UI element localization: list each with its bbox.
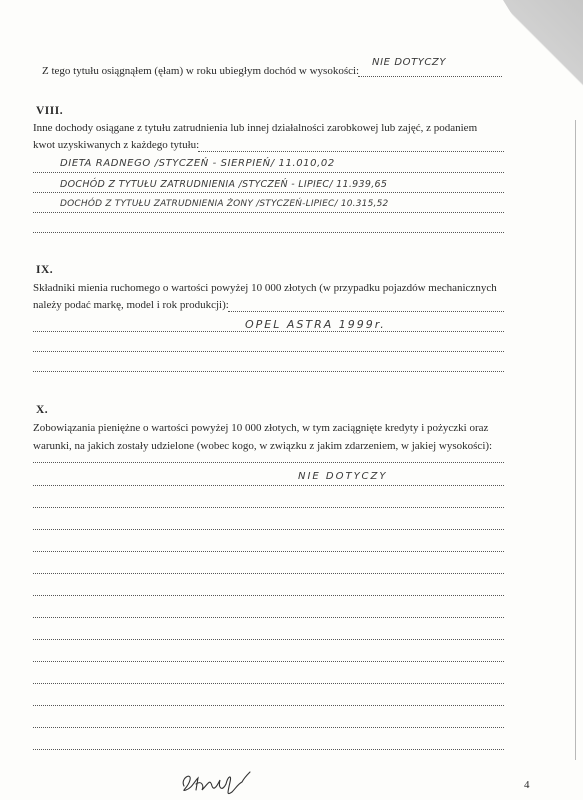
section-x-heading: X. <box>36 404 49 416</box>
section-viii-answer-3: DOCHÓD Z TYTUŁU ZATRUDNIENIA ŻONY /STYCZEŃ-LIPIEC/ 10.315,52 <box>60 199 389 209</box>
section-x-dotted-line <box>33 507 504 508</box>
section-x-answer: NIE DOTYCZY <box>298 471 388 482</box>
page-number: 4 <box>524 779 530 791</box>
section-viii-dotted-line <box>33 172 504 173</box>
section-viii-answer-2: DOCHÓD Z TYTUŁU ZATRUDNIENIA /STYCZEŃ - LIPIEC/ 11.939,65 <box>60 179 388 190</box>
section-x-text-line1: Zobowiązania pieniężne o wartości powyżej 10 000 złotych, w tym zaciągnięte kredyty i pożyczki oraz <box>33 422 489 434</box>
section-x-dotted-line <box>33 551 504 552</box>
income-answer: NIE DOTYCZY <box>372 57 447 68</box>
section-ix-dotted-line <box>33 351 504 352</box>
section-x-dotted-line <box>33 462 504 463</box>
section-ix-dotted-line <box>33 331 504 332</box>
section-viii-dotted-line <box>33 192 504 193</box>
section-viii-text-line1: Inne dochody osiągane z tytułu zatrudnienia lub innej działalności zarobkowej lub zajęć, z podaniem <box>33 122 478 134</box>
section-x-dotted-line <box>33 661 504 662</box>
section-viii-dotted-line <box>33 232 504 233</box>
scan-edge <box>575 120 576 760</box>
section-x-dotted-line <box>33 727 504 728</box>
income-label: Z tego tytułu osiągnąłem (ęłam) w roku ubiegłym dochód w wysokości: <box>42 65 360 77</box>
section-ix-text-line2: należy podać markę, model i rok produkcji): <box>33 299 229 311</box>
section-x-dotted-line <box>33 639 504 640</box>
section-viii-heading: VIII. <box>36 105 64 117</box>
section-viii-answer-1: DIETA RADNEGO /STYCZEŃ - SIERPIEŃ/ 11.010,02 <box>60 158 335 169</box>
section-viii-text-line2: kwot uzyskiwanych z każdego tytułu: <box>33 139 200 151</box>
section-x-text-line2: warunki, na jakich zostały udzielone (wobec kogo, w związku z jakim zdarzeniem, w jakiej wysokości): <box>33 440 493 452</box>
section-x-dotted-line <box>33 595 504 596</box>
section-x-dotted-line <box>33 573 504 574</box>
section-x-dotted-line <box>33 749 504 750</box>
section-x-dotted-line <box>33 529 504 530</box>
income-dotted-line <box>358 76 502 77</box>
handwritten-signature <box>178 766 258 796</box>
section-x-dotted-line <box>33 485 504 486</box>
section-ix-dotted-line <box>228 311 504 312</box>
section-viii-dotted-line <box>33 212 504 213</box>
section-viii-dotted-line <box>198 151 504 152</box>
section-x-dotted-line <box>33 705 504 706</box>
section-x-dotted-line <box>33 617 504 618</box>
folded-corner <box>503 0 583 130</box>
section-ix-dotted-line <box>33 371 504 372</box>
section-ix-text-line1: Składniki mienia ruchomego o wartości powyżej 10 000 złotych (w przypadku pojazdów mechanicznych <box>33 282 497 294</box>
section-ix-answer: OPEL ASTRA 1999r. <box>245 318 386 331</box>
section-ix-heading: IX. <box>36 264 54 276</box>
section-x-dotted-line <box>33 683 504 684</box>
